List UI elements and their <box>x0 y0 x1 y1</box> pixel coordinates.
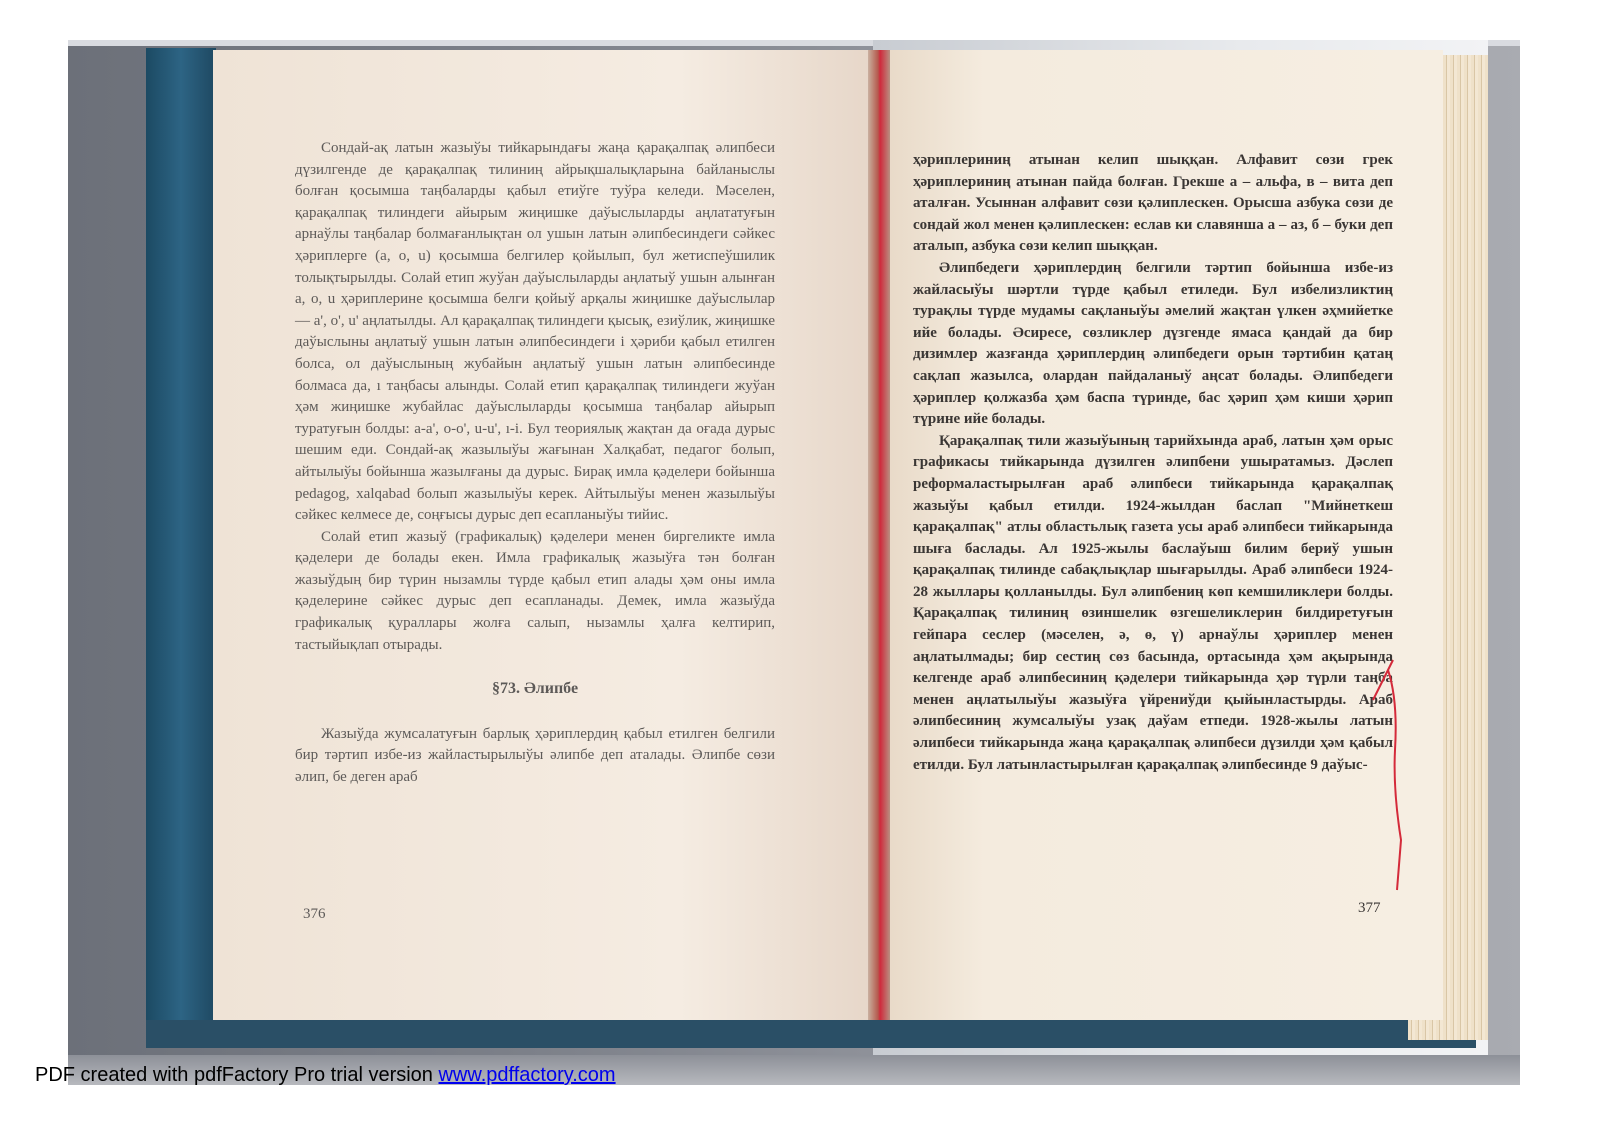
book-cover-left <box>146 48 216 1048</box>
right-paragraph-3: Қарақалпақ тили жазыўының тарийхында араб, латын ҳәм орыс графикасы тийкарында дүзилген әлипбени ушыратамыз. Дәслеп реформаластырылған араб әлипбеси тийкарында қарақалпақ жазыўы қабыл етилди. 1924-жылдан баслап "Мийнеткеш қарақалпақ" атлы областьлық газета усы араб әлипбеси тийкарында шыға баслады. Ал 1925-жылы баслаўыш билим бериў ушын қарақалпақ тилинде сабақлықлар шығарылды. Араб әлипбеси 1924-28 жыллары қолланылды. Бул әлипбениң көп кемшиликлери болды. Қарақалпақ тилиниң өзиншелик өзгешеликлерин билдиретуғын гейпара сеслер (мәселен, ә, ө, ү) арнаўлы ҳәриплер менен аңлатылмады; бир сестиң сөз басында, ортасында ҳәм ақырында келгенде араб әлипбесиниң қәделери тийкарында ҳәр түрли таңба менен аңлатылыўы жазыўға үйрениўди қыйынластырды. Араб әлипбесиниң жумсалыўы узақ даўам етпеди. 1928-жылы латын әлипбеси тийкарында жаңа қарақалпақ әлипбеси дүзилди ҳәм қабыл етилди. Бул латынластырылған қарақалпақ әлипбесинде 9 даўыс- <box>913 432 1393 773</box>
left-paragraph-1: Сондай-ақ латын жазыўы тийкарындағы жаңа қарақалпақ әлипбеси дүзилгенде де қарақалпақ тилиниң айрықшалықларына байланыслы болған қосымша таңбаларды қабыл етиўге туўра келеди. Мәселен, қарақалпақ тилиндеги айырым жиңишке даўыслыларды аңлататуғын арнаўлы таңбалар болмағанлықтан ол ушын латын әлипбесиндеги сәйкес ҳәриплерге (a, o, u) қосымша белгилер қойылып, бул жетиспеўшилик толықтырылды. Солай етип жуўан даўыслыларды аңлатыў ушын алынған a, o, u ҳәриплерине қосымша белги қойыў арқалы жиңишке даўыслылар — a', o', u' аңлатылды. Ал қарақалпақ тилиндеги қысық, езиўлик, жиңишке даўыслыны аңлатыў ушын латын әлипбесиндеги i ҳәриби қабыл етилген болса, ол даўыслының жубайын аңлатыў ушын латын әлипбесинде болмаса да, ı таңбасы алынды. Солай етип қарақалпақ тилиндеги жуўан ҳәм жиңишке жубайлас даўыслыларды қосымша таңбалар айырып туратуғын болды: a-a', o-o', u-u', ı-i. Бул теориялық жақтан да оғада дурыс шешим еди. Сондай-ақ жазылыўы жағынан Халқабат, педагог болып, айтылыўы бойынша жазылғаны да дурыс. Бирақ имла қәделери бойынша pedagog, xalqabad болып жазылыўы керек. Айтылыўы менен жазылыўы сәйкес келмесе де, соңғысы дурыс деп есапланыўы тийис. <box>295 140 775 524</box>
footer-text: PDF created with pdfFactory Pro trial version <box>35 1064 439 1086</box>
book-gutter <box>868 50 890 1020</box>
book-cover-bottom <box>146 1020 1476 1048</box>
scanned-book-spread <box>68 40 1520 1085</box>
right-page-text <box>913 150 1393 776</box>
pdf-footer <box>35 1064 616 1087</box>
left-page-text <box>295 138 775 789</box>
left-page <box>213 50 878 1020</box>
page-number-right: 377 <box>1358 900 1381 916</box>
left-paragraph-2: Солай етип жазыў (графикалық) қәделери менен биргеликте имла қәделери де болады екен. Имла графикалық жазыўға тән болған жазыўдың бир түрин нызамлы түрде қабыл етип алады ҳәм оны имла қәделерине сәйкес дурыс деп есапланады. Демек, имла жазыўда графикалық қураллары жолға салып, нызамлы ҳалға келтирип, тастыйықлап отырады. <box>295 528 775 653</box>
footer-link[interactable]: www.pdffactory.com <box>438 1064 616 1086</box>
red-pen-mark-icon <box>1353 640 1413 930</box>
left-paragraph-3: Жазыўда жумсалатуғын барлық ҳәриплердиң қабыл етилген белгили бир тәртип избе-из жайластырылыўы әлипбе деп аталады. Әлипбе сөзи әлип, бе деген араб <box>295 725 775 786</box>
section-heading: §73. Әлипбе <box>491 680 579 698</box>
right-paragraph-2: Әлипбедеги ҳәриплердиң белгили тәртип бойынша избе-из жайласыўы шәртли түрде қабыл етиледи. Бул избелизликтиң турақлы түрде мудамы сақланыўы әмелий жақтан үлкен әҳмийетке ийе болады. Әсиресе, сөзликлер дүзгенде ямаса қандай да бир дизимлер жазғанда ҳәриплердиң әлипбедеги орын тәртибин қатаң сақлап жазылса, олардан пайдаланыў аңсат болады. Әлипбедеги ҳәриплер қолжазба ҳәм баспа түринде, бас ҳәрип ҳәм киши ҳәрип түрине ийе болады. <box>913 259 1393 428</box>
page-number-left: 376 <box>303 906 326 922</box>
right-paragraph-1: ҳәриплериниң атынан келип шыққан. Алфавит сөзи грек ҳәриплериниң атынан пайда болған. Грекше а – альфа, в – вита деп аталған. Усыннан алфавит сөзи қәлиплескен. Орысша азбука сөзи де сондай жол менен қәлиплескен: еслав ки славянша а – аз, б – буки деп аталып, азбука сөзи келип шыққан. <box>913 152 1393 255</box>
